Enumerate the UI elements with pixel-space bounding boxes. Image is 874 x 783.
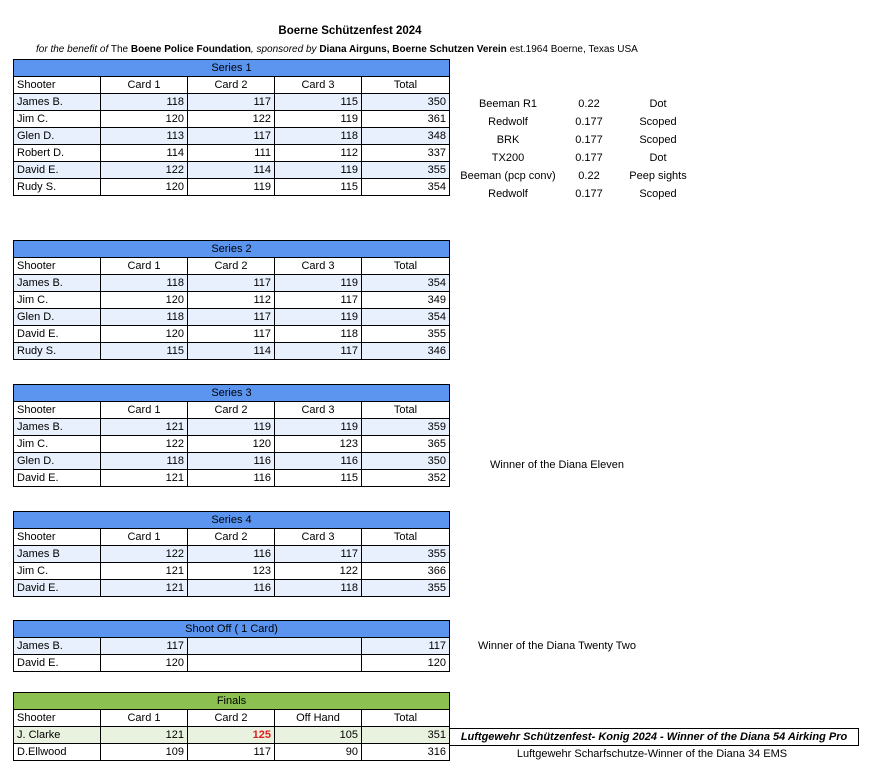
card2-score: 116 — [188, 580, 275, 597]
shooter-name: David E. — [14, 162, 101, 179]
offhand-score: 105 — [275, 727, 362, 744]
col-shooter: Shooter — [14, 402, 101, 419]
col-card2: Card 2 — [188, 402, 275, 419]
series1-table — [13, 59, 450, 196]
total-score: 316 — [362, 744, 450, 761]
series1-columns-row — [14, 77, 450, 94]
card1-score: 118 — [101, 309, 188, 326]
sight-type: Peep sights — [629, 170, 687, 182]
shooter-name: Jim C. — [14, 436, 101, 453]
gun-model: TX200 — [491, 152, 525, 164]
card2-score: 114 — [188, 343, 275, 360]
col-total: Total — [362, 258, 450, 275]
total-score: 350 — [362, 94, 450, 111]
card2-score: 123 — [188, 563, 275, 580]
card2-score: 122 — [188, 111, 275, 128]
card1-score: 117 — [101, 638, 188, 655]
card3-score: 118 — [275, 326, 362, 343]
col-shooter: Shooter — [14, 77, 101, 94]
series2-columns-row — [14, 258, 450, 275]
col-total: Total — [362, 77, 450, 94]
empty-cell — [188, 638, 362, 655]
card1-score: 118 — [101, 275, 188, 292]
card1-score: 121 — [101, 470, 188, 487]
card3-score: 115 — [275, 470, 362, 487]
card2-score: 112 — [188, 292, 275, 309]
col-offhand: Off Hand — [275, 710, 362, 727]
sight-type: Scoped — [639, 116, 677, 128]
card3-score: 119 — [275, 419, 362, 436]
total-score: 354 — [362, 179, 450, 196]
shooter-name: Jim C. — [14, 292, 101, 309]
gun-model: Redwolf — [488, 116, 528, 128]
total-score: 337 — [362, 145, 450, 162]
series3-table — [13, 384, 450, 487]
total-score: 352 — [362, 470, 450, 487]
card3-score: 119 — [275, 162, 362, 179]
card1-score: 115 — [101, 343, 188, 360]
table-row — [14, 343, 450, 360]
shooter-name: D.Ellwood — [14, 744, 101, 761]
card3-score: 122 — [275, 563, 362, 580]
total-score: 361 — [362, 111, 450, 128]
subtitle-tail: est.1964 Boerne, Texas USA — [509, 44, 638, 55]
card2-score: 119 — [188, 179, 275, 196]
card1-score: 122 — [101, 162, 188, 179]
shooter-name: James B. — [14, 638, 101, 655]
col-shooter: Shooter — [14, 710, 101, 727]
subtitle-club: Boerne Schutzen Verein — [392, 44, 507, 55]
shooter-name: James B. — [14, 275, 101, 292]
shooter-name: James B — [14, 546, 101, 563]
card3-score: 117 — [275, 546, 362, 563]
total-score: 365 — [362, 436, 450, 453]
table-row — [14, 546, 450, 563]
card1-score: 120 — [101, 179, 188, 196]
card1-score: 118 — [101, 453, 188, 470]
gun-model: Redwolf — [488, 188, 528, 200]
subtitle-sponsor: Diana Airguns — [319, 44, 387, 55]
series4-columns-row — [14, 529, 450, 546]
finals-columns-row — [14, 710, 450, 727]
total-score: 350 — [362, 453, 450, 470]
table-row — [14, 419, 450, 436]
subtitle-comma: , — [386, 44, 390, 55]
card2-score: 119 — [188, 419, 275, 436]
table-row — [14, 179, 450, 196]
card1-score: 120 — [101, 326, 188, 343]
series2-table — [13, 240, 450, 360]
subtitle-the: The — [110, 44, 129, 55]
caliber: 0.177 — [575, 188, 603, 200]
card1-score: 120 — [101, 111, 188, 128]
card1-score: 122 — [101, 546, 188, 563]
col-card2: Card 2 — [188, 77, 275, 94]
total-score: 366 — [362, 563, 450, 580]
card3-score: 117 — [275, 343, 362, 360]
total-score: 349 — [362, 292, 450, 309]
card3-score: 118 — [275, 128, 362, 145]
shooter-name: Jim C. — [14, 563, 101, 580]
card1-score: 120 — [101, 655, 188, 672]
finals-title: Finals — [14, 693, 450, 710]
col-card2: Card 2 — [188, 710, 275, 727]
total-score: 354 — [362, 275, 450, 292]
series3-header-row — [14, 385, 450, 402]
series2-header-row — [14, 241, 450, 258]
card1-score: 121 — [101, 727, 188, 744]
card2-score: 116 — [188, 470, 275, 487]
series4-header-row — [14, 512, 450, 529]
shootoff-table — [13, 620, 450, 672]
caliber: 0.22 — [578, 98, 600, 110]
card3-score: 118 — [275, 580, 362, 597]
total-score: 351 — [362, 727, 450, 744]
card2-score: 117 — [188, 275, 275, 292]
card3-score: 119 — [275, 111, 362, 128]
total-score: 355 — [362, 162, 450, 179]
col-total: Total — [362, 529, 450, 546]
table-row — [14, 162, 450, 179]
table-row — [14, 727, 450, 744]
shooter-name: Rudy S. — [14, 179, 101, 196]
table-row — [14, 436, 450, 453]
card2-score: 116 — [188, 453, 275, 470]
series1-header-row — [14, 60, 450, 77]
table-row — [14, 470, 450, 487]
card1-score: 121 — [101, 419, 188, 436]
card2-score: 117 — [188, 744, 275, 761]
shooter-name: David E. — [14, 655, 101, 672]
list-item — [452, 149, 702, 167]
list-item — [452, 167, 702, 185]
card2-score: 117 — [188, 309, 275, 326]
table-row — [14, 638, 450, 655]
shootoff-winner-note: Winner of the Diana Twenty Two — [478, 640, 636, 652]
series4-table — [13, 511, 450, 597]
subtitle-sponsored: , sponsored by — [250, 44, 317, 55]
card3-score: 112 — [275, 145, 362, 162]
shooter-name: Glen D. — [14, 128, 101, 145]
total-score: 354 — [362, 309, 450, 326]
subtitle-lead: for the benefit of — [36, 44, 109, 55]
sight-type: Dot — [649, 98, 667, 110]
table-row — [14, 111, 450, 128]
shooter-name: Rudy S. — [14, 343, 101, 360]
card1-score: 121 — [101, 563, 188, 580]
shootoff-title: Shoot Off ( 1 Card) — [14, 621, 450, 638]
shooter-name: J. Clarke — [14, 727, 101, 744]
col-card3: Card 3 — [275, 402, 362, 419]
champion-note: Luftgewehr Schützenfest- Konig 2024 - Winner of the Diana 54 Airking Pro — [449, 728, 859, 746]
subtitle-foundation: Boene Police Foundation — [130, 44, 251, 55]
finals-table — [13, 692, 450, 761]
empty-cell — [188, 655, 362, 672]
total-score: 120 — [362, 655, 450, 672]
list-item — [452, 113, 702, 131]
total-score: 355 — [362, 326, 450, 343]
card3-score: 116 — [275, 453, 362, 470]
table-row — [14, 655, 450, 672]
col-shooter: Shooter — [14, 529, 101, 546]
shooter-name: David E. — [14, 326, 101, 343]
col-total: Total — [362, 710, 450, 727]
caliber: 0.177 — [575, 152, 603, 164]
card3-score: 115 — [275, 179, 362, 196]
offhand-score: 90 — [275, 744, 362, 761]
subtitle — [36, 44, 638, 55]
table-row — [14, 744, 450, 761]
card3-score: 119 — [275, 275, 362, 292]
series2-title: Series 2 — [14, 241, 450, 258]
table-row — [14, 326, 450, 343]
card2-score: 120 — [188, 436, 275, 453]
col-shooter: Shooter — [14, 258, 101, 275]
card3-score: 119 — [275, 309, 362, 326]
card3-score: 123 — [275, 436, 362, 453]
card1-score: 113 — [101, 128, 188, 145]
col-card3: Card 3 — [275, 258, 362, 275]
table-row — [14, 145, 450, 162]
runner-up-note: Luftgewehr Scharfschutze-Winner of the Diana 34 EMS — [516, 748, 788, 760]
card2-score: 111 — [188, 145, 275, 162]
table-row — [14, 453, 450, 470]
equipment-list — [452, 95, 702, 203]
caliber: 0.22 — [578, 170, 600, 182]
list-item — [452, 95, 702, 113]
card2-score: 125 — [188, 727, 275, 744]
total-score: 355 — [362, 580, 450, 597]
total-score: 346 — [362, 343, 450, 360]
table-row — [14, 309, 450, 326]
card2-score: 117 — [188, 128, 275, 145]
list-item — [452, 131, 702, 149]
total-score: 117 — [362, 638, 450, 655]
series3-title: Series 3 — [14, 385, 450, 402]
card2-score: 117 — [188, 326, 275, 343]
finals-header-row — [14, 693, 450, 710]
gun-model: Beeman R1 — [478, 98, 538, 110]
total-score: 355 — [362, 546, 450, 563]
col-card2: Card 2 — [188, 258, 275, 275]
card3-score: 117 — [275, 292, 362, 309]
sight-type: Scoped — [639, 134, 677, 146]
page-title: Boerne Schützenfest 2024 — [278, 25, 422, 37]
shooter-name: Jim C. — [14, 111, 101, 128]
col-card3: Card 3 — [275, 77, 362, 94]
shooter-name: David E. — [14, 470, 101, 487]
series3-columns-row — [14, 402, 450, 419]
card1-score: 118 — [101, 94, 188, 111]
shootoff-header-row — [14, 621, 450, 638]
col-card1: Card 1 — [101, 77, 188, 94]
table-row — [14, 275, 450, 292]
card2-score: 117 — [188, 94, 275, 111]
series4-title: Series 4 — [14, 512, 450, 529]
table-row — [14, 292, 450, 309]
shooter-name: James B. — [14, 94, 101, 111]
sight-type: Dot — [649, 152, 667, 164]
card2-score: 114 — [188, 162, 275, 179]
shooter-name: David E. — [14, 580, 101, 597]
gun-model: BRK — [496, 134, 520, 146]
table-row — [14, 563, 450, 580]
list-item — [452, 185, 702, 203]
series1-title: Series 1 — [14, 60, 450, 77]
shooter-name: James B. — [14, 419, 101, 436]
card1-score: 114 — [101, 145, 188, 162]
shooter-name: Glen D. — [14, 453, 101, 470]
card1-score: 120 — [101, 292, 188, 309]
card2-score: 116 — [188, 546, 275, 563]
caliber: 0.177 — [575, 116, 603, 128]
col-card1: Card 1 — [101, 529, 188, 546]
col-card2: Card 2 — [188, 529, 275, 546]
col-card1: Card 1 — [101, 402, 188, 419]
table-row — [14, 94, 450, 111]
card3-score: 115 — [275, 94, 362, 111]
total-score: 359 — [362, 419, 450, 436]
series3-winner-note: Winner of the Diana Eleven — [490, 459, 624, 471]
caliber: 0.177 — [575, 134, 603, 146]
card1-score: 121 — [101, 580, 188, 597]
shooter-name: Glen D. — [14, 309, 101, 326]
table-row — [14, 128, 450, 145]
col-card3: Card 3 — [275, 529, 362, 546]
table-row — [14, 580, 450, 597]
col-card1: Card 1 — [101, 258, 188, 275]
shooter-name: Robert D. — [14, 145, 101, 162]
col-total: Total — [362, 402, 450, 419]
card1-score: 109 — [101, 744, 188, 761]
total-score: 348 — [362, 128, 450, 145]
card1-score: 122 — [101, 436, 188, 453]
sight-type: Scoped — [639, 188, 677, 200]
col-card1: Card 1 — [101, 710, 188, 727]
gun-model: Beeman (pcp conv) — [460, 170, 556, 182]
